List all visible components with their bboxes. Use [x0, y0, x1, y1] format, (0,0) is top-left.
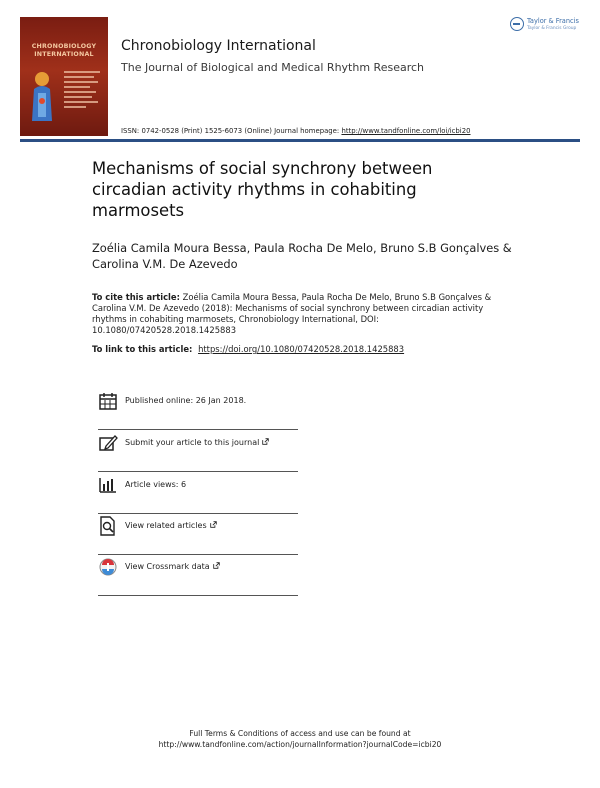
calendar-icon — [98, 391, 118, 411]
related-articles-row[interactable] — [98, 516, 298, 555]
article-doi-link[interactable]: https://doi.org/10.1080/07420528.2018.1425883 — [198, 344, 405, 354]
citation-text: Zoélia Camila Moura Bessa, Paula Rocha De Melo, Bruno S.B Gonçalves & Carolina V.M. De Azevedo (2018): Mechanisms of social synchrony between circadian activity rhythms in cohabiting marmosets, Chronobiology International, DOI: 10.1080/07420528.2018.1425883 — [92, 292, 492, 335]
edit-icon — [98, 433, 118, 453]
footer-terms-link[interactable]: http://www.tandfonline.com/action/journalInformation?journalCode=icbi20 — [158, 740, 442, 749]
citation-block — [92, 292, 502, 336]
publisher-name: Taylor & Francis — [527, 17, 579, 25]
issn-text: ISSN: 0742-0528 (Print) 1525-6073 (Online) Journal homepage: — [121, 127, 340, 135]
submit-article-row[interactable] — [98, 433, 298, 472]
article-link-block — [92, 344, 502, 354]
article-views-row — [98, 475, 298, 514]
publisher-logo-icon — [510, 17, 524, 31]
footer-terms-text: Full Terms & Conditions of access and use can be found at — [189, 729, 411, 738]
published-online-row — [98, 391, 298, 430]
external-link-icon — [210, 521, 217, 528]
external-link-icon — [262, 438, 269, 445]
crossmark-label: View Crossmark data — [125, 562, 210, 571]
journal-name: Chronobiology International — [121, 38, 316, 54]
related-articles-link[interactable] — [125, 521, 217, 530]
publisher-logo[interactable] — [510, 17, 586, 35]
header-divider — [20, 139, 580, 142]
article-title: Mechanisms of social synchrony between circadian activity rhythms in cohabiting marmosets — [92, 159, 433, 220]
published-online-label: Published online: 26 Jan 2018. — [125, 396, 247, 405]
publisher-tagline: Taylor & Francis Group — [527, 26, 577, 31]
crossmark-icon — [98, 557, 118, 577]
citation-label: To cite this article: — [92, 292, 180, 302]
journal-cover-image — [20, 17, 108, 136]
cover-title: CHRONOBIOLOGY INTERNATIONAL — [31, 43, 97, 58]
submit-article-label: Submit your article to this journal — [125, 438, 260, 447]
crossmark-row[interactable] — [98, 557, 298, 596]
article-views-label: Article views: 6 — [125, 480, 187, 489]
submit-article-link[interactable] — [125, 438, 269, 447]
article-link-label: To link to this article: — [92, 344, 193, 354]
cover-text-lines — [64, 71, 104, 111]
search-document-icon — [98, 516, 118, 536]
footer — [0, 728, 600, 750]
bar-chart-icon — [98, 475, 118, 495]
article-authors: Zoélia Camila Moura Bessa, Paula Rocha De Melo, Bruno S.B Gonçalves & Carolina V.M. De Azevedo — [92, 241, 512, 271]
journal-homepage-link[interactable]: http://www.tandfonline.com/loi/icbi20 — [341, 127, 471, 135]
crossmark-link[interactable] — [125, 562, 220, 571]
journal-subtitle: The Journal of Biological and Medical Rhythm Research — [121, 61, 424, 74]
issn-line — [121, 127, 471, 135]
external-link-icon — [213, 562, 220, 569]
related-articles-label: View related articles — [125, 521, 207, 530]
